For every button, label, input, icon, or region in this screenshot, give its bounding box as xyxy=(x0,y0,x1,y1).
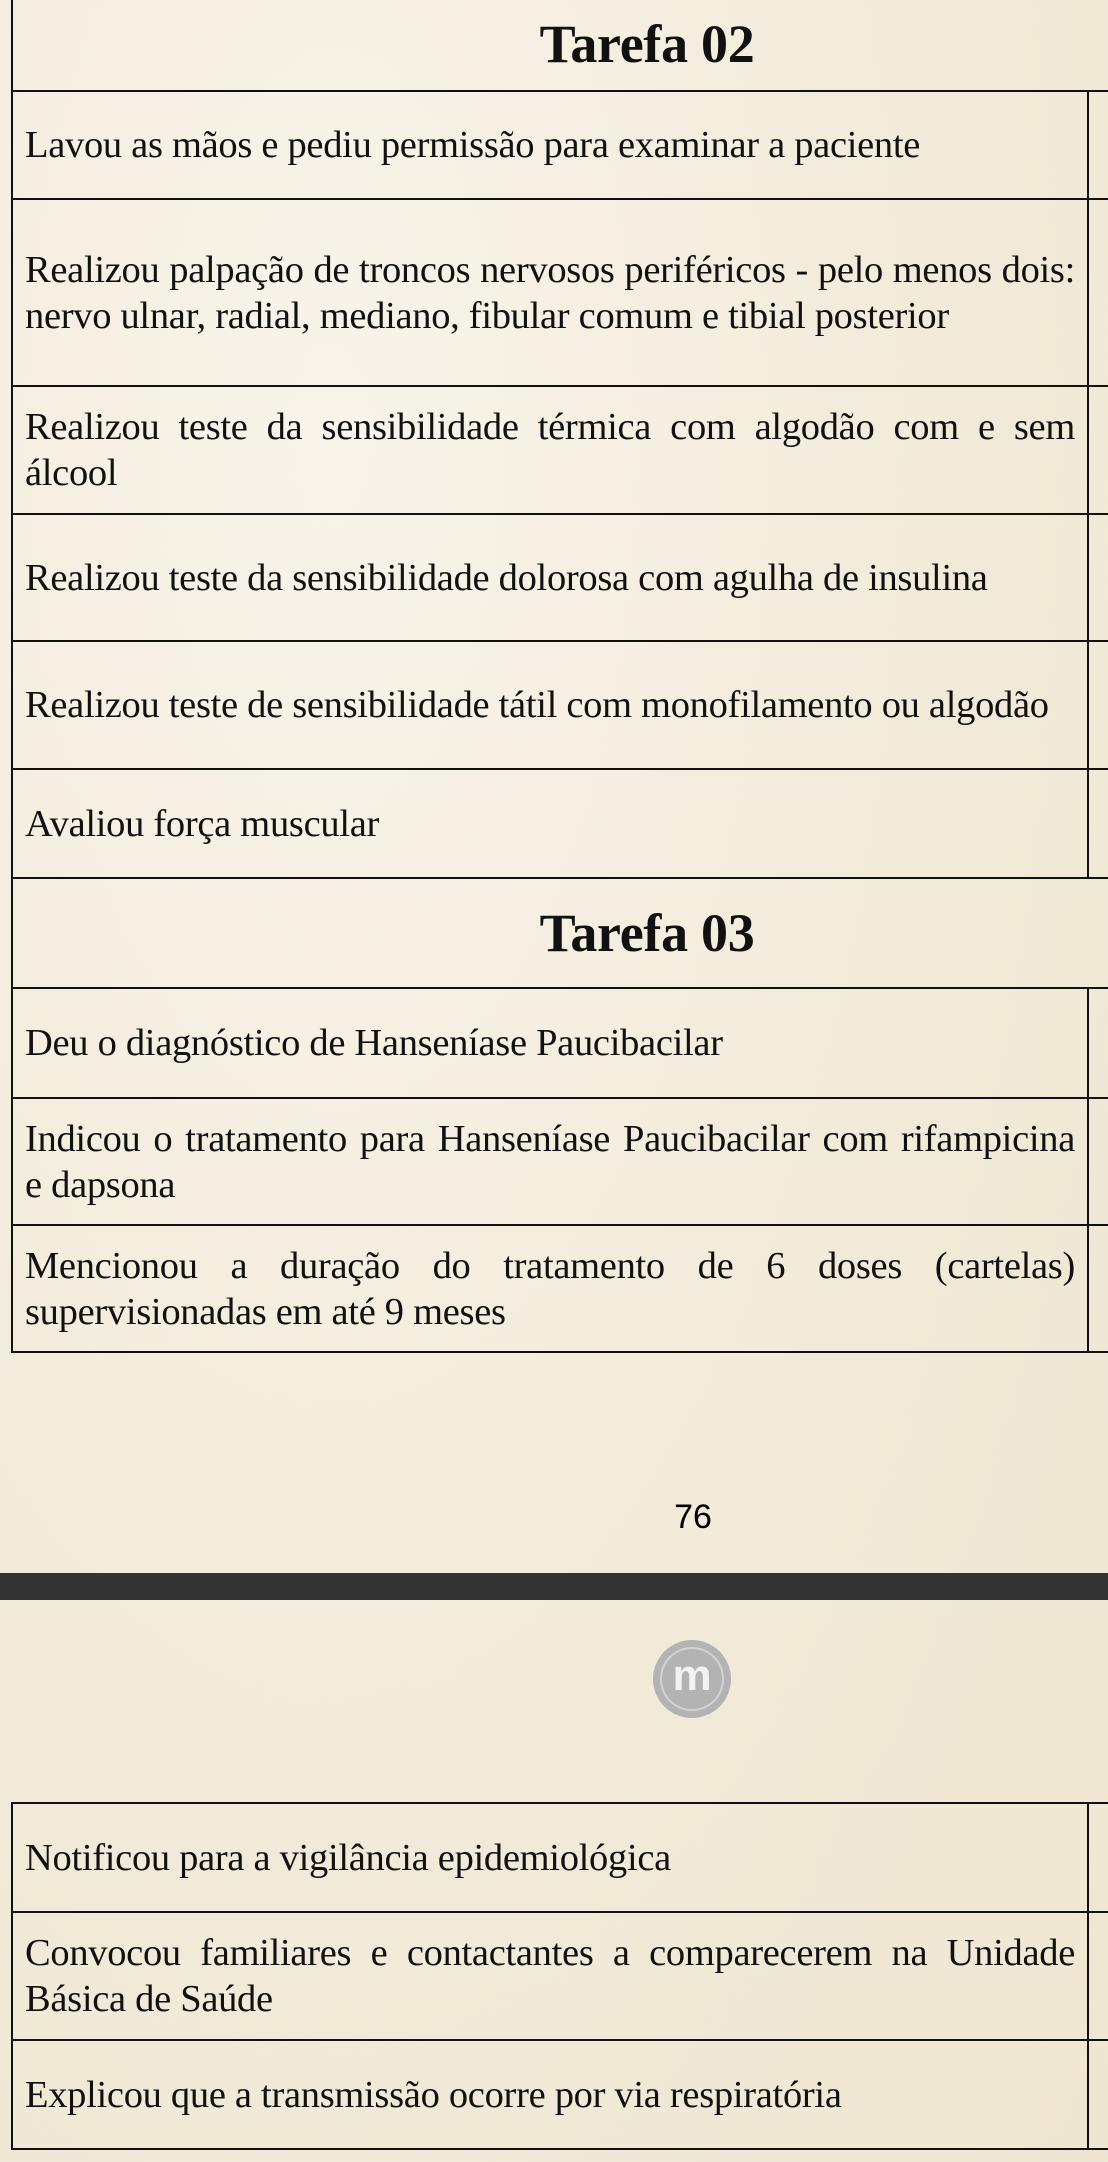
task-02-heading: Tarefa 02 xyxy=(539,14,755,74)
page-separator xyxy=(0,1573,1108,1600)
checklist-table-page-76 xyxy=(11,0,1108,1353)
task-header-row xyxy=(13,879,1108,989)
table-row xyxy=(13,642,1108,770)
table-row xyxy=(13,387,1108,515)
table-row xyxy=(13,1099,1108,1226)
item-text: Indicou o tratamento para Hanseníase Paucibacilar com rifampicina e dapsona xyxy=(25,1117,1075,1206)
item-text: Deu o diagnóstico de Hanseníase Paucibacilar xyxy=(25,1022,723,1064)
item-text: Explicou que a transmissão ocorre por via respiratória xyxy=(25,2073,842,2116)
table-row xyxy=(13,989,1108,1099)
item-text: Realizou teste da sensibilidade dolorosa com agulha de insulina xyxy=(25,556,988,599)
logo-letter: m xyxy=(672,1651,712,1700)
item-text: Lavou as mãos e pediu permissão para examinar a paciente xyxy=(25,124,921,166)
item-text: Realizou teste da sensibilidade térmica com algodão com e sem álcool xyxy=(25,406,1075,494)
item-text: Realizou teste de sensibilidade tátil com monofilamento ou algodão xyxy=(25,684,1049,726)
logo-icon xyxy=(653,1640,731,1718)
item-text: Realizou palpação de troncos nervosos periféricos - pelo menos dois: nervo ulnar, radial, mediano, fibular comum e tibial posterior xyxy=(25,248,1075,337)
table-row xyxy=(13,770,1108,879)
item-text: Convocou familiares e contactantes a comparecerem na Unidade Básica de Saúde xyxy=(25,1932,1075,2020)
task-header-row xyxy=(13,0,1108,92)
table-row xyxy=(13,2041,1108,2150)
table-row xyxy=(13,515,1108,642)
table-row xyxy=(13,1226,1108,1353)
checklist-table-page-77 xyxy=(11,1802,1108,2150)
task-03-heading: Tarefa 03 xyxy=(539,903,755,963)
item-text: Mencionou a duração do tratamento de 6 doses (cartelas) supervisionadas em até 9 meses xyxy=(25,1244,1075,1333)
table-row xyxy=(13,200,1108,387)
table-row xyxy=(13,1913,1108,2041)
item-text: Avaliou força muscular xyxy=(25,802,380,845)
table-row xyxy=(13,1802,1108,1913)
table-row xyxy=(13,92,1108,200)
item-text: Notificou para a vigilância epidemiológica xyxy=(25,1836,671,1879)
page-number: 76 xyxy=(674,1498,712,1536)
